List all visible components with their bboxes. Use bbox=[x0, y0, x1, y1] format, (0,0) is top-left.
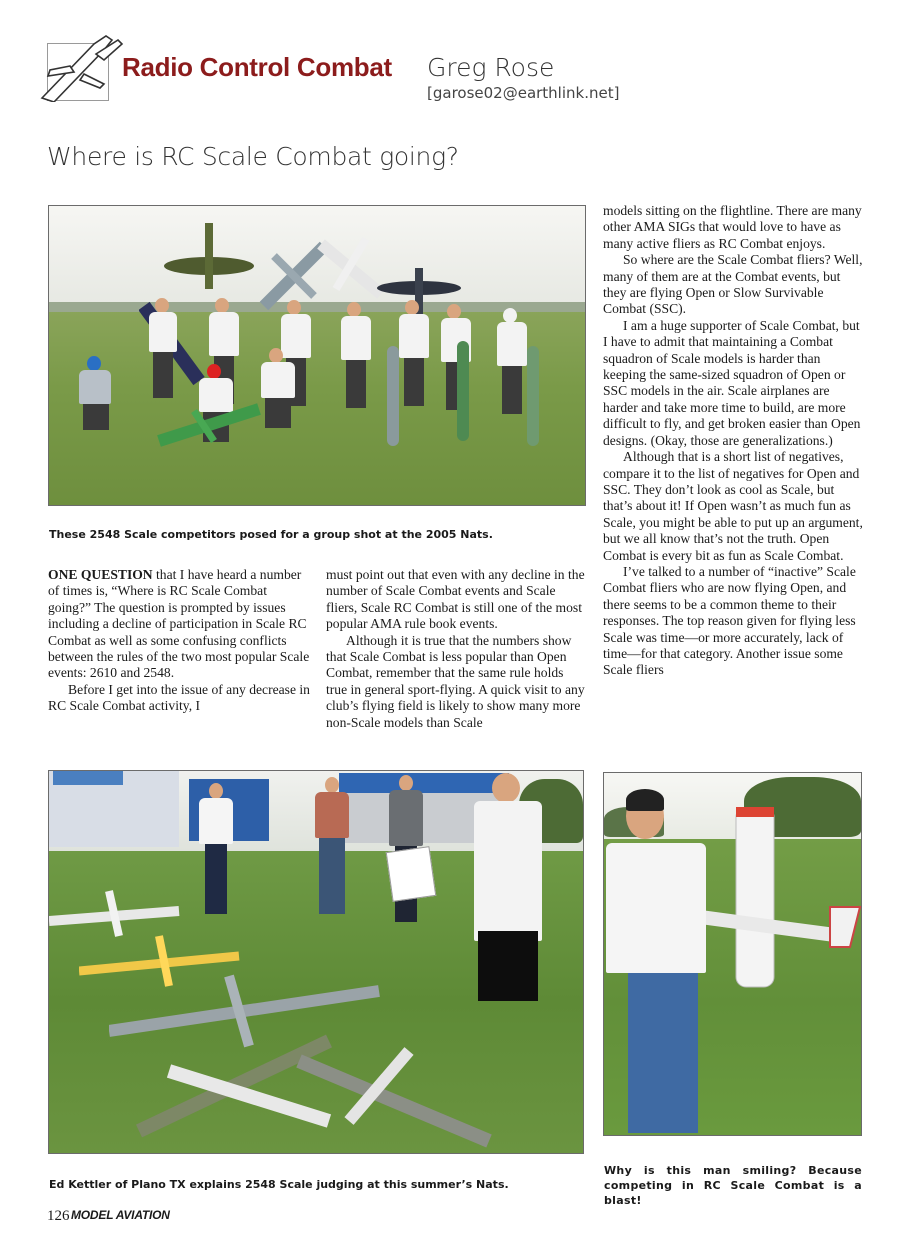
author-name: Greg Rose bbox=[427, 53, 555, 82]
magazine-name: MODEL AVIATION bbox=[71, 1208, 170, 1222]
article-paragraph: I am a huge supporter of Scale Combat, but I have to admit that maintaining a Combat squadron of Scale models is harder than keeping the same-sized squadron of Open or SSC models in the air. Scale airplanes are harder and take more time to build, are more difficult to fly, and get broken easier than Open designs. (Okay, those are generalizations.) bbox=[603, 317, 861, 448]
photo-caption: Why is this man smiling? Because competing in RC Scale Combat is a blast! bbox=[604, 1164, 862, 1207]
photo-caption: These 2548 Scale competitors posed for a group shot at the 2005 Nats. bbox=[49, 528, 493, 541]
standing-plane-icon bbox=[379, 346, 407, 446]
held-plane-icon bbox=[159, 221, 259, 291]
article-paragraph: I’ve talked to a number of “inactive” Scale Combat fliers who are now flying Open, and there seems to be a common theme to their responses. The top reason given for flying less Scale was time—or more accurately, lack of time—for that category. Another issue some Scale fliers bbox=[603, 563, 856, 678]
smiling-man-photo bbox=[603, 772, 862, 1136]
article-lead-in: ONE QUESTION bbox=[48, 567, 153, 582]
standing-plane-icon bbox=[519, 346, 547, 446]
article-paragraph: Before I get into the issue of any decrease in RC Scale Combat activity, I bbox=[48, 681, 310, 714]
article-column-3 bbox=[603, 203, 863, 679]
article-paragraph: So where are the Scale Combat fliers? Well, many of them are at the Combat events, but they are flying Open or Slow Survivable Combat (SSC). bbox=[603, 252, 863, 317]
article-headline: Where is RC Scale Combat going? bbox=[47, 142, 459, 171]
article-column-1 bbox=[48, 567, 310, 715]
photo-caption: Ed Kettler of Plano TX explains 2548 Scale judging at this summer’s Nats. bbox=[49, 1178, 509, 1191]
green-plane-icon bbox=[154, 401, 264, 451]
article-paragraph: Although that is a short list of negatives, compare it to the list of negatives for Open and SSC. They don’t look as cool as Scale, but that’s about it! If Open wasn’t as much fun as Scale, you might be able to put up an argument, but we all know that’s not the truth. Open Combat is every bit as fun as Scale Combat. bbox=[603, 449, 863, 563]
page-number: 126 bbox=[47, 1208, 70, 1224]
column-title: Radio Control Combat bbox=[122, 52, 392, 82]
article-text: that I have heard a number of times is, “Where is RC Scale Combat going?” The question is prompted by issues including a decline of participation in Scale RC Combat as well as some confusing conflicts between the rules of the two most popular Scale events: 2610 and 2548. bbox=[48, 567, 310, 681]
column-logo bbox=[47, 43, 109, 101]
judging-photo bbox=[48, 770, 584, 1154]
article-paragraph bbox=[48, 567, 310, 682]
held-plane-icon bbox=[700, 807, 861, 997]
article-paragraph: Although it is true that the numbers show that Scale Combat is less popular than Open Combat, remember that the same rule holds true in general sport-flying. A quick visit to any club’s flying field is likely to show many more non-Scale models than Scale bbox=[326, 632, 585, 730]
article-paragraph: must point out that even with any decline in the number of Scale Combat events and Scale fliers, Scale RC Combat is still one of the most popular AMA rule book events. bbox=[326, 567, 585, 632]
group-photo bbox=[48, 205, 586, 506]
parked-plane-icon bbox=[289, 1021, 519, 1151]
article-paragraph: models sitting on the flightline. There are many other AMA SIGs that would love to have as many active fliers as RC Combat enjoys. bbox=[603, 203, 862, 251]
standing-plane-icon bbox=[449, 341, 477, 441]
airplane-logo-icon bbox=[34, 30, 126, 102]
author-email: [garose02@earthlink.net] bbox=[427, 84, 620, 102]
article-column-2 bbox=[326, 567, 586, 731]
